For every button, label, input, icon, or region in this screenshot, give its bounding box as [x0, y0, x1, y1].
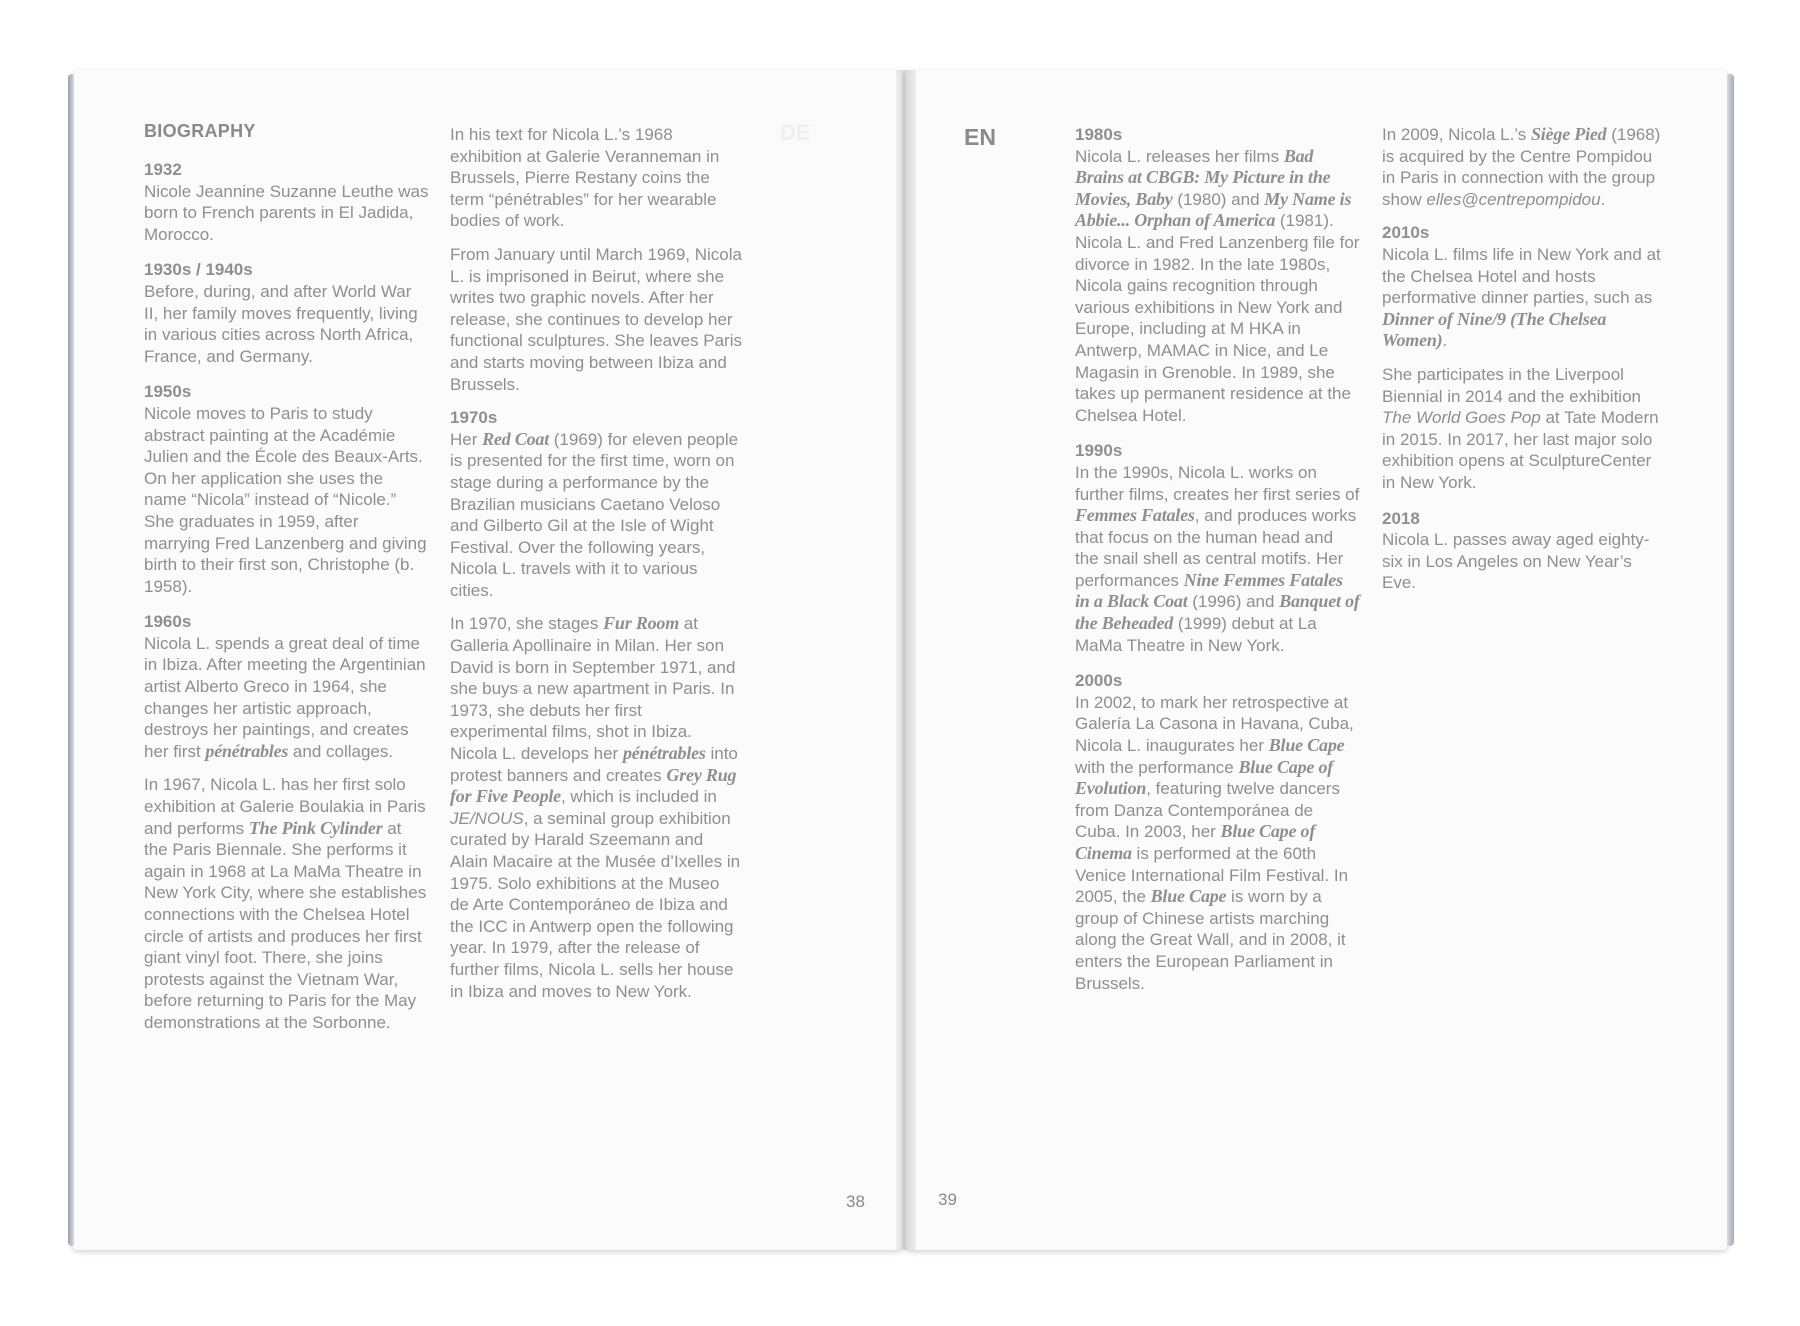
- entry-text: Nicola L. passes away aged eighty-six in Los Angeles on New Year’s Eve.: [1382, 530, 1650, 593]
- right-column-2: [1382, 124, 1667, 608]
- year-heading: 2018: [1382, 508, 1420, 528]
- artwork-title: Grey Rug for Five People: [450, 764, 737, 807]
- left-column-2: [450, 124, 742, 1016]
- exhibition-title: The World Goes Pop: [1382, 408, 1541, 428]
- entry-1970s: [450, 407, 742, 1002]
- artwork-title: Blue Cape of Cinema: [1075, 821, 1316, 863]
- artwork-title: Fur Room: [603, 613, 680, 634]
- year-heading: 2010s: [1382, 223, 1430, 243]
- entry-text: In 2002, to mark her retrospective at Galería La Casona in Havana, Cuba, Nicola L. inaugurates her Blue Cape with the performance Blue Cape of Evolution, featuring twelve dancers from Danza Contemporánea de Cuba. In 2003, her Blue Cape of Cinema is performed at the 60th Venice International Film Festival. In 2005, the Blue Cape is worn by a group of Chinese artists marching along the Great Wall, and in 2008, it enters the European Parliament in Brussels.: [1075, 692, 1354, 993]
- artwork-title: The Pink Cylinder: [248, 817, 383, 838]
- artwork-title: pénétrables: [622, 743, 706, 764]
- paragraph: She participates in the Liverpool Biennial in 2014 and the exhibition The World Goes Pop at Tate Modern in 2015. In 2017, her last major solo exhibition opens at SculptureCenter in New York.: [1382, 364, 1659, 492]
- entry-1980s: [1075, 124, 1360, 426]
- entry-1930s: [144, 259, 429, 367]
- entry-1960s: [144, 611, 429, 1033]
- artwork-title: Blue Cape of Evolution: [1075, 756, 1334, 799]
- right-column-1: [1075, 124, 1360, 1008]
- year-heading: 2000s: [1075, 671, 1123, 691]
- entry-text: Nicole moves to Paris to study abstract painting at the Académie Julien and the École des Beaux-Arts. On her application she uses the name “Nicola” instead of “Nicole.” She graduates in 1959, after marrying Fred Lanzenberg and giving birth to their first son, Christophe (b. 1958).: [144, 403, 427, 596]
- page-number-left: 38: [846, 1192, 865, 1211]
- language-label: EN: [964, 124, 996, 150]
- entry-1950s: [144, 381, 429, 597]
- artwork-title: Bad Brains at CBGB: My Picture in the Movies, Baby: [1075, 145, 1331, 209]
- artwork-title: Dinner of Nine/9 (The Chelsea Women): [1382, 308, 1607, 351]
- entry-text: Nicola L. releases her films Bad Brains at CBGB: My Picture in the Movies, Baby (1980) and My Name is Abbie... Orphan of America (1981). Nicola L. and Fred Lanzenberg file for divorce in 1982. In the late 1980s, Nicola gains recognition through various exhibitions in New York and Europe, including at M HKA in Antwerp, MAMAC in Nice, and Le Magasin in Grenoble. In 1989, she takes up permanent residence at the Chelsea Hotel.: [1075, 145, 1360, 425]
- paragraph: Nicola L. films life in New York and at the Chelsea Hotel and hosts performative dinner parties, such as Dinner of Nine/9 (The Chelsea Women).: [1382, 244, 1661, 351]
- artwork-title: Blue Cape: [1150, 886, 1227, 907]
- paragraph: In 1970, she stages Fur Room at Galleria Apollinaire in Milan. Her son David is born in September 1971, and she buys a new apartment in Paris. In 1973, she debuts her first experimental films, shot in Ibiza. Nicola L. develops her pénétrables into protest banners and creates Grey Rug for Five People, which is included in JE/NOUS, a seminal group exhibition curated by Harald Szeemann and Alain Macaire at the Musée d’Ixelles in 1975. Solo exhibitions at the Museo de Arte Contemporáneo de Ibiza and the ICC in Antwerp open the following year. In 1979, after the release of further films, Nicola L. sells her house in Ibiza and moves to New York.: [450, 613, 741, 1001]
- artwork-title: Nine Femmes Fatales in a Black Coat: [1075, 569, 1343, 612]
- artwork-title: Femmes Fatales: [1075, 505, 1195, 526]
- year-heading: 1950s: [144, 382, 192, 402]
- exhibition-title: JE/NOUS: [450, 808, 524, 828]
- artwork-title: pénétrables: [205, 740, 289, 761]
- artwork-title: Red Coat: [482, 428, 550, 449]
- entry-text: Nicole Jeannine Suzanne Leuthe was born to French parents in El Jadida, Morocco.: [144, 181, 429, 244]
- artwork-title: Siège Pied: [1531, 124, 1607, 144]
- paragraph: From January until March 1969, Nicola L. is imprisoned in Beirut, where she writes two graphic novels. After her release, she continues to develop her functional sculptures. She leaves Paris and starts moving between Ibiza and Brussels.: [450, 244, 742, 394]
- year-heading: 1980s: [1075, 125, 1123, 144]
- year-heading: 1930s / 1940s: [144, 260, 253, 280]
- book-gutter: [896, 70, 916, 1250]
- paragraph: Nicola L. spends a great deal of time in Ibiza. After meeting the Argentinian artist Alberto Greco in 1964, she changes her artistic approach, destroys her paintings, and creates her first pénétrables and collages.: [144, 633, 426, 761]
- biography-heading: BIOGRAPHY: [144, 121, 256, 141]
- entry-2010s: [1382, 222, 1667, 493]
- paragraph: In 1967, Nicola L. has her first solo exhibition at Galerie Boulakia in Paris and performs The Pink Cylinder at the Paris Biennale. She performs it again in 1968 at La MaMa Theatre in New York City, where she establishes connections with the Chelsea Hotel circle of artists and produces her first giant vinyl foot. There, she joins protests against the Vietnam War, before returning to Paris for the May demonstrations at the Sorbonne.: [144, 775, 427, 1032]
- entry-1932: [144, 159, 429, 245]
- paragraph: In 2009, Nicola L.’s Siège Pied (1968) is acquired by the Centre Pompidou in Paris in connection with the group show elles@centrepompidou.: [1382, 124, 1661, 209]
- year-heading: 1970s: [450, 408, 498, 428]
- show-through-text: DE: [780, 120, 811, 145]
- entry-2000s: [1075, 670, 1360, 994]
- entry-2018: [1382, 508, 1667, 594]
- artwork-title: My Name is Abbie... Orphan of America: [1075, 188, 1352, 231]
- year-heading: 1932: [144, 160, 182, 179]
- year-heading: 1960s: [144, 612, 192, 632]
- entry-text: Before, during, and after World War II, her family moves frequently, living in various cities across North Africa, France, and Germany.: [144, 281, 418, 366]
- entry-1990s: [1075, 440, 1360, 656]
- artwork-title: Blue Cape: [1268, 735, 1345, 756]
- year-heading: 1990s: [1075, 441, 1123, 461]
- paragraph: Her Red Coat (1969) for eleven people is presented for the first time, worn on stage during a performance by the Brazilian musicians Caetano Veloso and Gilberto Gil at the Isle of Wight Festival. Over the following years, Nicola L. travels with it to various cities.: [450, 428, 739, 600]
- entry-text: In the 1990s, Nicola L. works on further films, creates her first series of Femmes Fatales, and produces works that focus on the human head and the snail shell as central motifs. Her performances Nine Femmes Fatales in a Black Coat (1996) and Banquet of the Beheaded (1999) debut at La MaMa Theatre in New York.: [1075, 462, 1360, 655]
- exhibition-title: elles@centrepompidou: [1426, 189, 1601, 209]
- left-column-1: [144, 159, 429, 1048]
- artwork-title: Banquet of the Beheaded: [1075, 591, 1360, 634]
- paragraph: In his text for Nicola L.’s 1968 exhibition at Galerie Veranneman in Brussels, Pierre Restany coins the term “pénétrables” for her wearable bodies of work.: [450, 125, 720, 231]
- page-number-right: 39: [938, 1190, 957, 1209]
